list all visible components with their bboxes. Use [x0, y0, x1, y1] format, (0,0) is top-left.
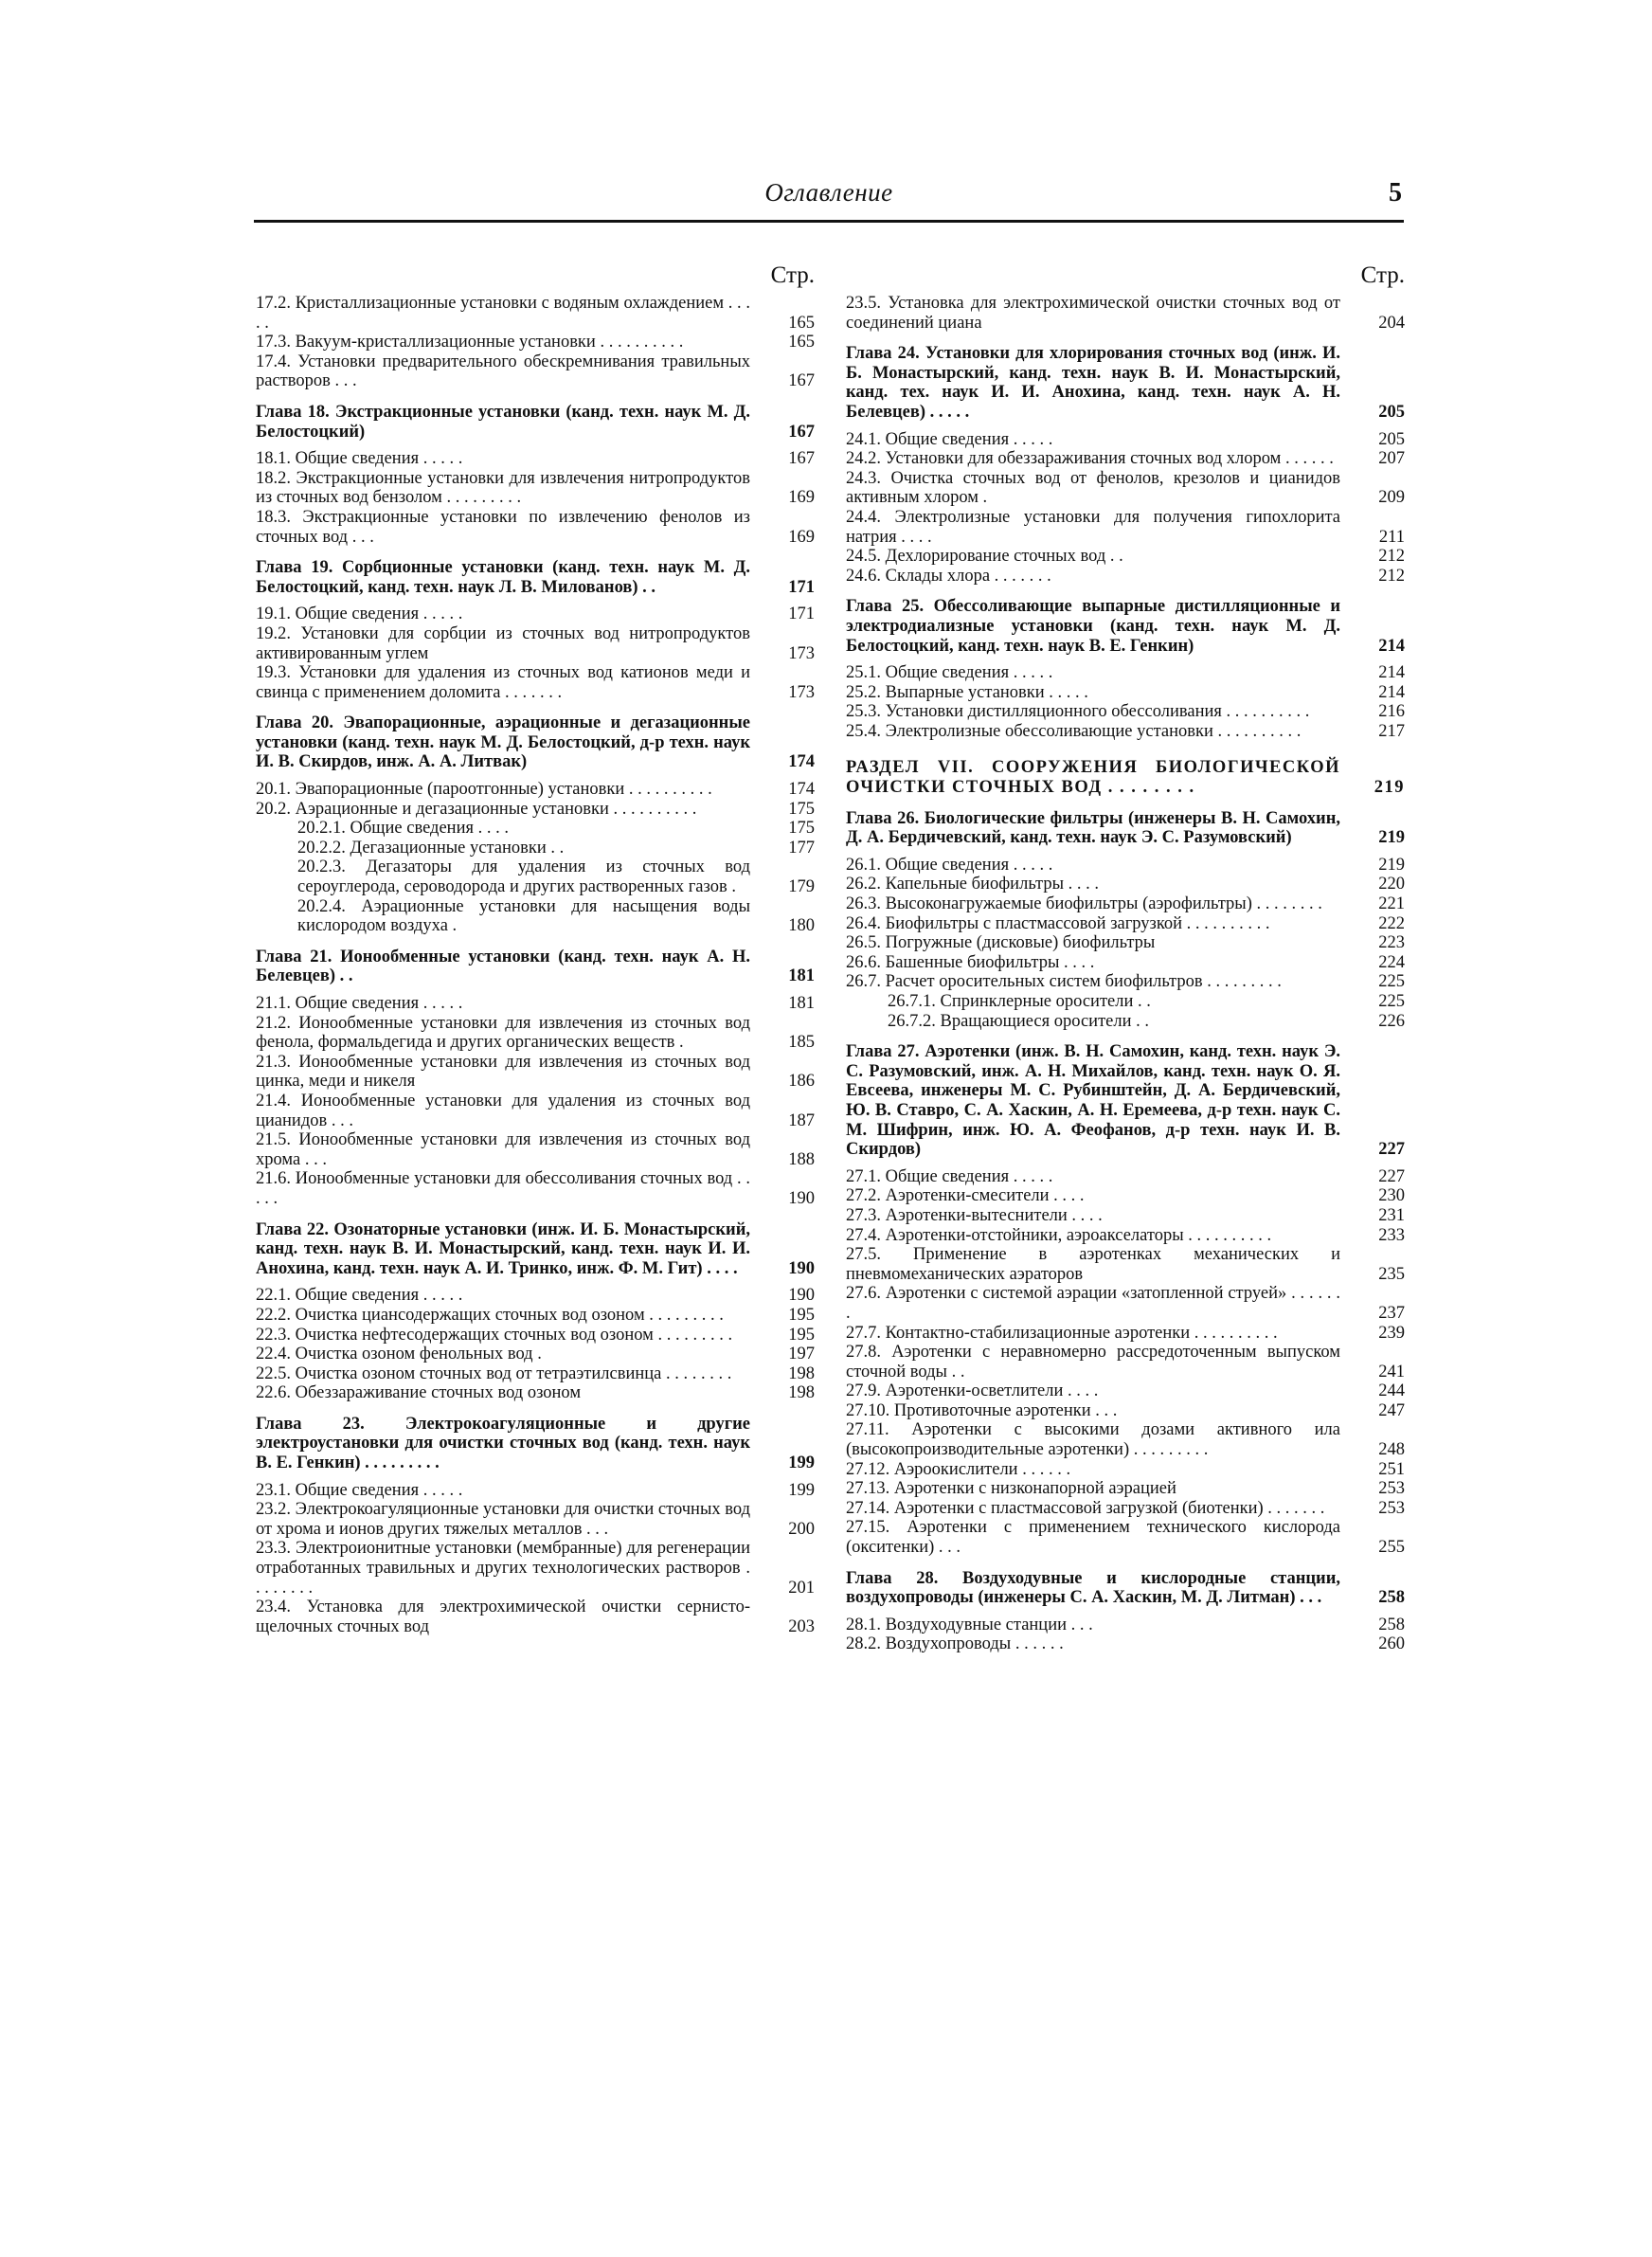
- toc-entry: [256, 1345, 815, 1364]
- running-title: Оглавление: [764, 178, 893, 207]
- toc-entry-page: 219: [1374, 778, 1405, 798]
- toc-entry-page: 175: [788, 819, 815, 839]
- toc-entry-page: 190: [788, 1258, 815, 1278]
- toc-entry-page: 212: [1378, 566, 1405, 586]
- toc-entry: [256, 1306, 815, 1326]
- toc-entry-page: 200: [788, 1519, 815, 1539]
- toc-entry: [846, 1420, 1405, 1459]
- toc-entry-title: 26.6. Башенные биофильтры . . . .: [846, 952, 1095, 972]
- toc-entry-title: 20.2.3. Дегазаторы для удаления из сточных вод сероуглерода, сероводорода и других растворенных газов .: [297, 858, 750, 897]
- toc-entry-title: 20.2.1. Общие сведения . . . .: [297, 819, 509, 839]
- toc-entry-page: 216: [1378, 702, 1405, 722]
- toc-entry: [846, 449, 1405, 469]
- toc-entry: [256, 780, 815, 800]
- header-rule: [254, 220, 1404, 223]
- toc-entry: [846, 1343, 1405, 1381]
- toc-entry-title: 28.1. Воздуходувные станции . . .: [846, 1615, 1093, 1634]
- toc-entry-page: 197: [788, 1345, 815, 1364]
- toc-entry: [256, 1130, 815, 1169]
- toc-entry-title: 18.1. Общие сведения . . . . .: [256, 449, 463, 469]
- toc-chapter-heading: [846, 1569, 1405, 1608]
- toc-entry-title: 17.3. Вакуум-кристаллизационные установки . . . . . . . . . .: [256, 333, 684, 352]
- toc-entry-page: 219: [1378, 828, 1405, 848]
- toc-entry-page: 251: [1378, 1459, 1405, 1479]
- toc-entry-title: Глава 18. Экстракционные установки (канд. техн. наук М. Д. Белостоцкий): [256, 402, 750, 442]
- toc-subentry: [256, 839, 815, 858]
- toc-chapter-heading: [846, 344, 1405, 422]
- toc-entry: [846, 875, 1405, 894]
- toc-entry: [846, 914, 1405, 934]
- toc-entry-page: 167: [788, 371, 815, 391]
- toc-entry: [846, 972, 1405, 992]
- toc-entry-title: 23.4. Установка для электрохимической очистки сернисто-щелочных сточных вод: [256, 1598, 750, 1636]
- toc-entry-title: 25.3. Установки дистилляционного обессоливания . . . . . . . . . .: [846, 702, 1310, 722]
- toc-entry-page: 212: [1378, 547, 1405, 567]
- toc-subentry: [846, 992, 1405, 1012]
- page-number: 5: [1389, 178, 1402, 208]
- toc-entry-page: 188: [788, 1149, 815, 1169]
- toc-entry-title: 21.5. Ионообменные установки для извлечения из сточных вод хрома . . .: [256, 1130, 750, 1169]
- toc-entry: [256, 294, 815, 333]
- toc-entry-page: 186: [788, 1072, 815, 1092]
- toc-entry: [846, 1206, 1405, 1226]
- toc-entry: [256, 994, 815, 1014]
- toc-entry: [846, 1401, 1405, 1421]
- toc-entry-title: 27.11. Аэротенки с высокими дозами активного ила (высокопроизводительные аэротенки) . . . . . . . . .: [846, 1420, 1340, 1460]
- toc-entry: [846, 722, 1405, 742]
- toc-entry-title: 27.8. Аэротенки с неравномерно рассредоточенным выпуском сточной воды . .: [846, 1343, 1340, 1381]
- toc-entry-page: 167: [788, 422, 815, 442]
- toc-entry-page: 199: [788, 1480, 815, 1500]
- toc-entry-page: 174: [788, 752, 815, 772]
- toc-entry-title: 23.2. Электрокоагуляционные установки для очистки сточных вод от хрома и ионов других тяжелых металлов . . .: [256, 1500, 751, 1539]
- toc-entry-page: 231: [1378, 1205, 1405, 1225]
- toc-section-heading: [846, 758, 1405, 797]
- toc-entry-page: 179: [788, 877, 815, 897]
- toc-chapter-heading: [256, 1415, 815, 1473]
- toc-entry-title: 25.4. Электролизные обессоливающие установки . . . . . . . . . .: [846, 721, 1302, 741]
- toc-entry: [846, 1479, 1405, 1499]
- toc-entry-title: 24.5. Дехлорирование сточных вод . .: [846, 547, 1123, 567]
- toc-entry-title: 22.4. Очистка озоном фенольных вод .: [256, 1345, 542, 1364]
- toc-entry-title: 27.6. Аэротенки с системой аэрации «затопленной струей» . . . . . . .: [846, 1284, 1340, 1323]
- toc-entry-page: 227: [1378, 1140, 1405, 1160]
- toc-entry: [256, 1169, 815, 1208]
- toc-entry-page: 175: [788, 799, 815, 819]
- toc-entry-title: 22.2. Очистка циансодержащих сточных вод озоном . . . . . . . . .: [256, 1305, 724, 1325]
- toc-chapter-heading: [256, 948, 815, 986]
- toc-entry-page: 169: [788, 488, 815, 508]
- toc-entry-title: 27.7. Контактно-стабилизационные аэротенки . . . . . . . . . .: [846, 1323, 1278, 1343]
- toc-entry-page: 199: [788, 1454, 815, 1473]
- toc-entry-page: 239: [1378, 1323, 1405, 1343]
- toc-entry: [846, 1499, 1405, 1519]
- toc-entry-page: 198: [788, 1383, 815, 1403]
- toc-entry-title: 19.1. Общие сведения . . . . .: [256, 605, 463, 624]
- toc-entry: [846, 1226, 1405, 1246]
- toc-entry-page: 224: [1378, 952, 1405, 972]
- toc-entry-title: 22.1. Общие сведения . . . . .: [256, 1286, 463, 1306]
- toc-entry-page: 171: [788, 605, 815, 624]
- toc-entry-title: 27.9. Аэротенки-осветлители . . . .: [846, 1381, 1099, 1401]
- toc-entry-page: 233: [1378, 1225, 1405, 1245]
- toc-entry-page: 171: [788, 577, 815, 597]
- toc-subentry: [256, 819, 815, 839]
- toc-entry-title: 21.2. Ионообменные установки для извлечения из сточных вод фенола, формальдегида и других органических веществ .: [256, 1013, 750, 1053]
- toc-entry: [256, 449, 815, 469]
- toc-entry: [846, 1634, 1405, 1654]
- toc-entry: [256, 605, 815, 624]
- toc-entry-title: Глава 26. Биологические фильтры (инженеры В. Н. Самохин, Д. А. Бердичевский, канд. техн. наук Э. С. Разумовский): [846, 808, 1340, 848]
- toc-entry-page: 181: [788, 966, 815, 986]
- toc-entry: [846, 547, 1405, 567]
- toc-entry: [256, 1598, 815, 1636]
- toc-entry: [846, 1167, 1405, 1187]
- toc-entry-page: 223: [1378, 933, 1405, 953]
- toc-entry: [256, 1383, 815, 1403]
- toc-entry-page: 221: [1378, 894, 1405, 914]
- toc-entry-page: 180: [788, 916, 815, 936]
- toc-entry-page: 205: [1378, 429, 1405, 449]
- toc-entry-title: 27.14. Аэротенки с пластмассовой загрузкой (биотенки) . . . . . . .: [846, 1498, 1325, 1518]
- toc-entry: [256, 333, 815, 352]
- toc-entry-page: 226: [1378, 1011, 1405, 1031]
- toc-subentry: [846, 1012, 1405, 1032]
- toc-entry-title: 22.6. Обеззараживание сточных вод озоном: [256, 1383, 582, 1403]
- toc-entry-title: 27.1. Общие сведения . . . . .: [846, 1166, 1053, 1186]
- page-column-label: Стр.: [1360, 262, 1405, 288]
- toc-entry: [846, 856, 1405, 876]
- toc-entry-page: 244: [1378, 1381, 1405, 1401]
- toc-entry-page: 225: [1378, 972, 1405, 992]
- toc-entry: [256, 508, 815, 547]
- toc-chapter-heading: [256, 713, 815, 772]
- toc-entry-page: 209: [1378, 488, 1405, 508]
- toc-entry: [256, 1014, 815, 1053]
- toc-entry-title: 21.1. Общие сведения . . . . .: [256, 994, 463, 1013]
- toc-subentry: [256, 897, 815, 936]
- toc-entry-page: 253: [1378, 1479, 1405, 1499]
- toc-entry-title: 22.3. Очистка нефтесодержащих сточных вод озоном . . . . . . . . .: [256, 1325, 733, 1345]
- toc-entry: [256, 1539, 815, 1598]
- toc-entry-title: 20.2.2. Дегазационные установки . .: [297, 838, 565, 858]
- toc-entry: [256, 1053, 815, 1092]
- toc-entry-title: 27.3. Аэротенки-вытеснители . . . .: [846, 1205, 1103, 1225]
- toc-entry-page: 173: [788, 682, 815, 702]
- toc-entry: [846, 1518, 1405, 1557]
- toc-chapter-heading: [846, 597, 1405, 656]
- toc-entry-page: 195: [788, 1305, 815, 1325]
- toc-entry-title: 26.3. Высоконагружаемые биофильтры (аэрофильтры) . . . . . . . .: [846, 894, 1322, 914]
- toc-entry-title: 19.3. Установки для удаления из сточных вод катионов меди и свинца с применением доломита . . . . . . .: [256, 663, 750, 702]
- toc-entry-title: 27.10. Противоточные аэротенки . . .: [846, 1400, 1118, 1420]
- toc-entry-page: 253: [1378, 1498, 1405, 1518]
- toc-entry-title: 26.7.2. Вращающиеся оросители . .: [888, 1011, 1149, 1031]
- toc-entry-page: 248: [1378, 1440, 1405, 1460]
- toc-entry: [256, 1500, 815, 1539]
- toc-entry-title: 27.12. Аэроокислители . . . . . .: [846, 1459, 1071, 1479]
- toc-entry-page: 173: [788, 643, 815, 663]
- toc-entry: [846, 683, 1405, 703]
- toc-entry-page: 204: [1378, 313, 1405, 333]
- toc-chapter-heading: [256, 403, 815, 442]
- toc-entry-page: 247: [1378, 1400, 1405, 1420]
- toc-entry-title: 23.5. Установка для электрохимической очистки сточных вод от соединений циана: [846, 294, 1340, 333]
- toc-entry-page: 174: [788, 780, 815, 800]
- toc-entry-title: 18.3. Экстракционные установки по извлечению фенолов из сточных вод . . .: [256, 507, 750, 547]
- toc-entry: [846, 508, 1405, 547]
- toc-entry-title: 26.7. Расчет оросительных систем биофильтров . . . . . . . . .: [846, 972, 1282, 992]
- toc-entry-title: 20.2. Аэрационные и дегазационные установки . . . . . . . . . .: [256, 799, 697, 819]
- toc-entry-title: 25.2. Выпарные установки . . . . .: [846, 682, 1088, 702]
- toc-chapter-heading: [256, 1220, 815, 1279]
- toc-entry-page: 241: [1378, 1362, 1405, 1381]
- toc-chapter-heading: [846, 809, 1405, 848]
- toc-entry-title: 28.2. Воздухопроводы . . . . . .: [846, 1634, 1064, 1654]
- toc-entry-title: 17.4. Установки предварительного обескремнивания травильных растворов . . .: [256, 352, 750, 391]
- toc-entry-page: 185: [788, 1033, 815, 1053]
- toc-entry-page: 165: [788, 313, 815, 333]
- toc-entry-title: 27.15. Аэротенки с применением технического кислорода (окситенки) . . .: [846, 1518, 1340, 1558]
- toc-entry-title: Глава 27. Аэротенки (инж. В. Н. Самохин, канд. техн. наук Э. С. Разумовский, инж. А. Н. Михайлов, канд. техн. наук О. Я. Евсеева, инженеры М. С. Рубинштейн, Д. А. Бердичевский, Ю. В. Ставро, С. А. Хаскин, А. Н. Еремеева, д-р техн. наук С. М. Шифрин, инж. Ю. А. Феофанов, д-р техн. наук И. В. Скирдов): [846, 1042, 1340, 1160]
- toc-entry-page: 258: [1378, 1588, 1405, 1608]
- page-column-label: Стр.: [770, 262, 815, 288]
- toc-entry-title: Глава 22. Озонаторные установки (инж. И. Б. Монастырский, канд. техн. наук В. И. Монастырский, канд. техн. наук И. И. Анохина, канд. техн. наук А. И. Тринко, инж. Ф. М. Гит) . . . .: [256, 1219, 750, 1278]
- toc-entry-title: 23.3. Электроионитные установки (мембранные) для регенерации отработанных травильных и других технологических растворов . . . . . . . .: [256, 1539, 750, 1598]
- toc-entry-title: 26.1. Общие сведения . . . . .: [846, 855, 1053, 875]
- toc-entry-page: 237: [1378, 1303, 1405, 1323]
- toc-entry-page: 219: [1378, 855, 1405, 875]
- toc-entry-title: 20.1. Эвапорационные (пароотгонные) установки . . . . . . . . . .: [256, 780, 712, 800]
- toc-entry: [256, 469, 815, 508]
- toc-subentry: [256, 858, 815, 896]
- toc-entry-page: 214: [1378, 663, 1405, 683]
- toc-entry-page: 222: [1378, 913, 1405, 933]
- toc-chapter-heading: [256, 558, 815, 597]
- toc-entry-page: 190: [788, 1188, 815, 1208]
- toc-entry: [846, 1324, 1405, 1344]
- toc-entry-title: 27.5. Применение в аэротенках механических и пневмомеханических аэраторов: [846, 1245, 1340, 1284]
- toc-entry-title: 23.1. Общие сведения . . . . .: [256, 1480, 463, 1500]
- toc-entry-page: 211: [1378, 527, 1405, 547]
- toc-entry: [846, 469, 1405, 508]
- toc-entry-page: 227: [1378, 1166, 1405, 1186]
- toc-entry: [256, 1092, 815, 1130]
- toc-entry-title: 25.1. Общие сведения . . . . .: [846, 663, 1053, 683]
- toc-entry-title: 19.2. Установки для сорбции из сточных вод нитропродуктов активированным углем: [256, 623, 750, 663]
- toc-entry: [846, 953, 1405, 973]
- toc-entry: [846, 894, 1405, 914]
- toc-entry-page: 203: [788, 1616, 815, 1636]
- toc-entry-title: 27.2. Аэротенки-смесители . . . .: [846, 1186, 1085, 1206]
- toc-entry-title: РАЗДЕЛ VII. СООРУЖЕНИЯ БИОЛОГИЧЕСКОЙ ОЧИСТКИ СТОЧНЫХ ВОД . . . . . . . .: [846, 758, 1340, 798]
- toc-entry: [846, 1616, 1405, 1635]
- toc-entry-page: 195: [788, 1325, 815, 1345]
- toc-entry: [846, 1460, 1405, 1480]
- toc-entry: [256, 1326, 815, 1345]
- toc-entry-title: 26.5. Погружные (дисковые) биофильтры: [846, 933, 1156, 953]
- running-header: [256, 178, 1402, 216]
- toc-entry-page: 214: [1378, 682, 1405, 702]
- toc-entry-title: 17.2. Кристаллизационные установки с водяным охлаждением . . . . .: [256, 294, 750, 333]
- toc-entry-page: 207: [1378, 449, 1405, 469]
- toc-entry-title: Глава 25. Обессоливающие выпарные дистилляционные и электродиализные установки (канд. техн. наук М. Д. Белостоцкий, канд. техн. наук В. Е. Генкин): [846, 597, 1340, 656]
- toc-entry-page: 165: [788, 333, 815, 352]
- toc-entry-title: 24.2. Установки для обеззараживания сточных вод хлором . . . . . .: [846, 449, 1334, 469]
- toc-entry-title: 26.7.1. Спринклерные оросители . .: [888, 992, 1151, 1011]
- toc-entry: [846, 933, 1405, 953]
- toc-entry: [846, 1245, 1405, 1284]
- toc-chapter-heading: [846, 1042, 1405, 1160]
- toc-entry: [256, 663, 815, 702]
- toc-entry-page: 258: [1378, 1615, 1405, 1634]
- toc-entry: [846, 1186, 1405, 1206]
- toc-entry-page: 220: [1378, 875, 1405, 894]
- toc-entry-title: 18.2. Экстракционные установки для извлечения нитропродуктов из сточных вод бензолом . . . . . . . . .: [256, 468, 750, 508]
- toc-entry-page: 217: [1378, 721, 1405, 741]
- toc-entry-title: Глава 24. Установки для хлорирования сточных вод (инж. И. Б. Монастырский, канд. техн. наук В. И. Монастырский, канд. тех. наук И. И. Анохина, канд. техн. наук А. Н. Белевцев) . . . . .: [846, 344, 1340, 422]
- toc-entry-page: 181: [788, 994, 815, 1013]
- toc-entry: [846, 702, 1405, 722]
- toc-entry: [846, 567, 1405, 587]
- toc-entry: [256, 1481, 815, 1501]
- toc-entry: [256, 624, 815, 663]
- toc-right-column: [846, 262, 1405, 1654]
- toc-entry: [846, 1284, 1405, 1323]
- toc-entry: [256, 1286, 815, 1306]
- toc-entry-page: 167: [788, 449, 815, 469]
- toc-entry-title: 24.1. Общие сведения . . . . .: [846, 429, 1053, 449]
- toc-entry-page: 255: [1378, 1538, 1405, 1558]
- toc-entry-title: 21.3. Ионообменные установки для извлечения из сточных вод цинка, меди и никеля: [256, 1052, 750, 1092]
- toc-entry-page: 201: [788, 1578, 815, 1598]
- toc-entry-title: 24.4. Электролизные установки для получения гипохлорита натрия . . . .: [846, 507, 1340, 547]
- toc-entry-title: 26.2. Капельные биофильтры . . . .: [846, 875, 1100, 894]
- toc-entry: [256, 800, 815, 820]
- toc-entry-title: Глава 23. Электрокоагуляционные и другие электроустановки для очистки сточных вод (канд. техн. наук В. Е. Генкин) . . . . . . . . .: [256, 1414, 750, 1473]
- toc-entry: [256, 1364, 815, 1384]
- toc-entry-page: 235: [1378, 1264, 1405, 1284]
- toc-entry: [846, 430, 1405, 450]
- toc-entry-title: 22.5. Очистка озоном сточных вод от тетраэтилсвинца . . . . . . . .: [256, 1363, 732, 1383]
- toc-entry-page: 177: [788, 838, 815, 858]
- toc-entry-title: Глава 20. Эвапорационные, аэрационные и дегазационные установки (канд. техн. наук М. Д. Белостоцкий, д-р техн. наук И. В. Скирдов, инж. А. А. Литвак): [256, 713, 750, 772]
- toc-entry-title: 27.13. Аэротенки с низконапорной аэрацией: [846, 1479, 1176, 1499]
- toc-entry-page: 230: [1378, 1186, 1405, 1206]
- toc-entry: [256, 352, 815, 391]
- toc-entry-title: Глава 28. Воздуходувные и кислородные станции, воздухопроводы (инженеры С. А. Хаскин, М. Д. Литман) . . .: [846, 1568, 1340, 1608]
- toc-entry: [846, 1381, 1405, 1401]
- toc-entry-page: 205: [1378, 402, 1405, 422]
- toc-entry-page: 187: [788, 1110, 815, 1130]
- toc-entry-page: 190: [788, 1286, 815, 1306]
- toc-entry-title: 27.4. Аэротенки-отстойники, аэроакселаторы . . . . . . . . . .: [846, 1225, 1272, 1245]
- toc-entry-title: 24.3. Очистка сточных вод от фенолов, крезолов и цианидов активным хлором .: [846, 468, 1340, 508]
- toc-entry-page: 214: [1378, 636, 1405, 656]
- toc-entry-title: 24.6. Склады хлора . . . . . . .: [846, 566, 1051, 586]
- toc-entry-page: 169: [788, 527, 815, 547]
- toc-entry-title: Глава 21. Ионообменные установки (канд. техн. наук А. Н. Белевцев) . .: [256, 947, 750, 986]
- toc-entry-title: Глава 19. Сорбционные установки (канд. техн. наук М. Д. Белостоцкий, канд. техн. наук Л. В. Милованов) . .: [256, 558, 750, 597]
- toc-left-column: [256, 262, 815, 1636]
- toc-entry-page: 225: [1378, 992, 1405, 1011]
- toc-entry: [846, 663, 1405, 683]
- toc-entry-page: 198: [788, 1363, 815, 1383]
- toc-entry-title: 20.2.4. Аэрационные установки для насыщения воды кислородом воздуха .: [297, 896, 750, 936]
- toc-entry-title: 26.4. Биофильтры с пластмассовой загрузкой . . . . . . . . . .: [846, 913, 1270, 933]
- toc-entry-title: 21.6. Ионообменные установки для обессоливания сточных вод . . . . .: [256, 1169, 750, 1208]
- toc-entry-page: 260: [1378, 1634, 1405, 1654]
- toc-entry-title: 21.4. Ионообменные установки для удаления из сточных вод цианидов . . .: [256, 1091, 750, 1130]
- toc-entry: [846, 294, 1405, 333]
